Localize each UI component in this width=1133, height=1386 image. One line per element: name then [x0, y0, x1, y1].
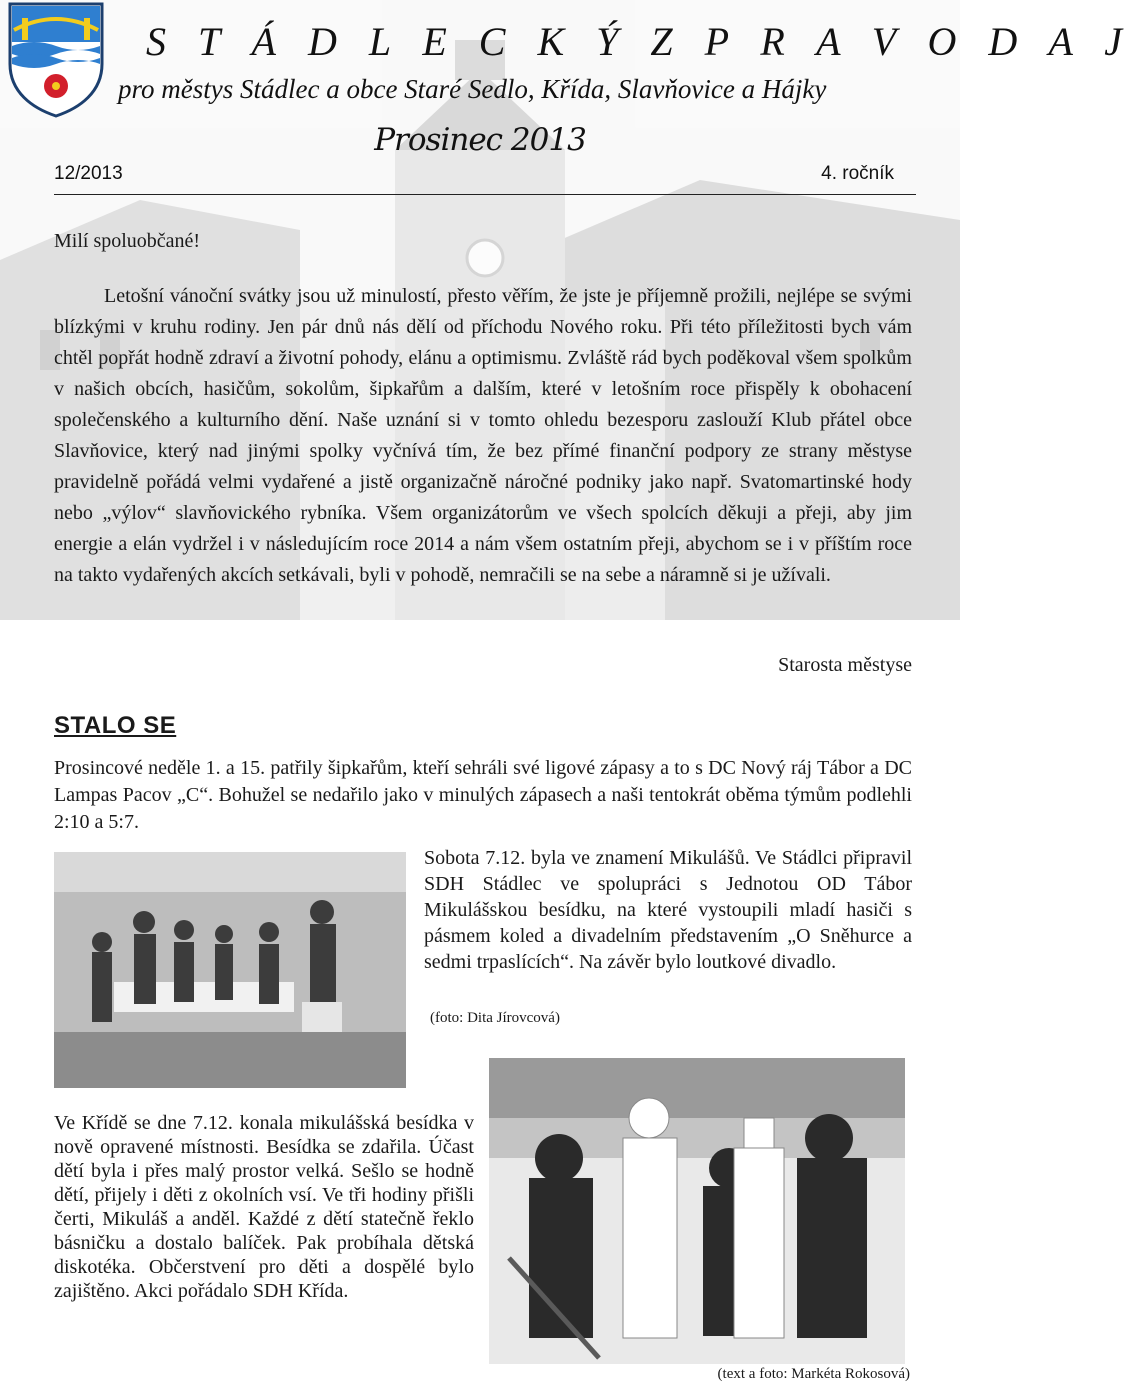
news-item-mikulas-stadlec: Sobota 7.12. byla ve znamení Mikulášů. Ve Stádlci připravil SDH Stádlec ve spolupráci s Jednotou OD Tábor Mikulášskou besídku, na které vystoupili mladí hasiči s pásmem koled a divadelním představením „O Sněhurce a sedmi trpaslících“. Na závěr bylo loutkové divadlo. [424, 847, 912, 973]
photo-krida-devils-angel [489, 1058, 905, 1364]
newsletter-title: S T Á D L E C K Ý Z P R A V O D A J [146, 19, 1133, 64]
letter-greeting: Milí spoluobčané! [54, 230, 201, 252]
news-item-darts: Prosincové neděle 1. a 15. patřily šipkařům, kteří sehráli své ligové zápasy a to s DC Nový ráj Tábor a DC Lampas Pacov „C“. Bohužel se nedařilo jako v minulých zápasech a naši tentokrát oběma týmům podlehli 2:10 a 5:7. [54, 757, 912, 833]
issue-number: 12/2013 [54, 163, 123, 184]
volume-label: 4. ročník [821, 163, 894, 184]
municipal-crest-logo [4, 0, 108, 118]
photo-credit: (foto: Dita Jírovcová) [430, 1010, 560, 1026]
section-heading: STALO SE [54, 712, 177, 739]
newsletter-subtitle: pro městys Stádlec a obce Staré Sedlo, Křída, Slavňovice a Hájky [118, 74, 827, 104]
letter-body [54, 281, 912, 591]
header-divider [54, 194, 916, 195]
text-photo-credit: (text a foto: Markéta Rokosová) [717, 1366, 910, 1382]
letter-signature: Starosta městyse [778, 654, 912, 676]
photo-stadlec-theatre [54, 852, 406, 1088]
letter-text: Letošní vánoční svátky jsou už minulostí, přesto věřím, že jste je příjemně prožili, nejlépe se svými blízkými v kruhu rodiny. Jen pár dnů nás dělí od příchodu Nového roku. Při této příležitosti bych vám chtěl popřát hodně zdraví a životní pohody, elánu a optimismu. Zvláště rád bych poděkoval všem spolkům v našich obcích, hasičům, sokolům, šipkařům a dalším, které v letošním roce přispěly k obohacení společenského a kulturního dění. Naše uznání si v tomto ohledu bezesporu zaslouží Klub přátel obce Slavňovice, který nad jinými spolky vyčnívá tím, že bez přímé finanční podpory ze strany městyse pravidelně pořádá velmi vydařené a jistě organizačně náročné podniky jako např. Svatomartinské hody nebo „výlov“ slavňovického rybníka. Všem organizátorům ve všech spolcích děkuji a přeji, aby jim energie a elán vydržel i v následujícím roce 2014 a nám všem ostatním přeji, abychom se i v příštím roce na takto vydařených akcích setkávali, byli v pohodě, nemračili se na sebe a náramně si je užívali. [54, 285, 912, 586]
news-item-mikulas-krida: Ve Křídě se dne 7.12. konala mikulášská besídka v nově opravené místnosti. Besídka se zdařila. Účast dětí byla i přes malý prostor velká. Sešlo se hodně dětí, přijely i děti z okolních vsí. Ve tři hodiny přišli čerti, Mikuláš a anděl. Každé z dětí statečně řeklo básničku a dostalo balíček. Pak probíhala dětská diskotéka. Občerstvení pro děti a dospělé bylo zajištěno. Akci pořádalo SDH Křída. [54, 1112, 474, 1302]
issue-title: Prosinec 2013 [374, 122, 586, 158]
